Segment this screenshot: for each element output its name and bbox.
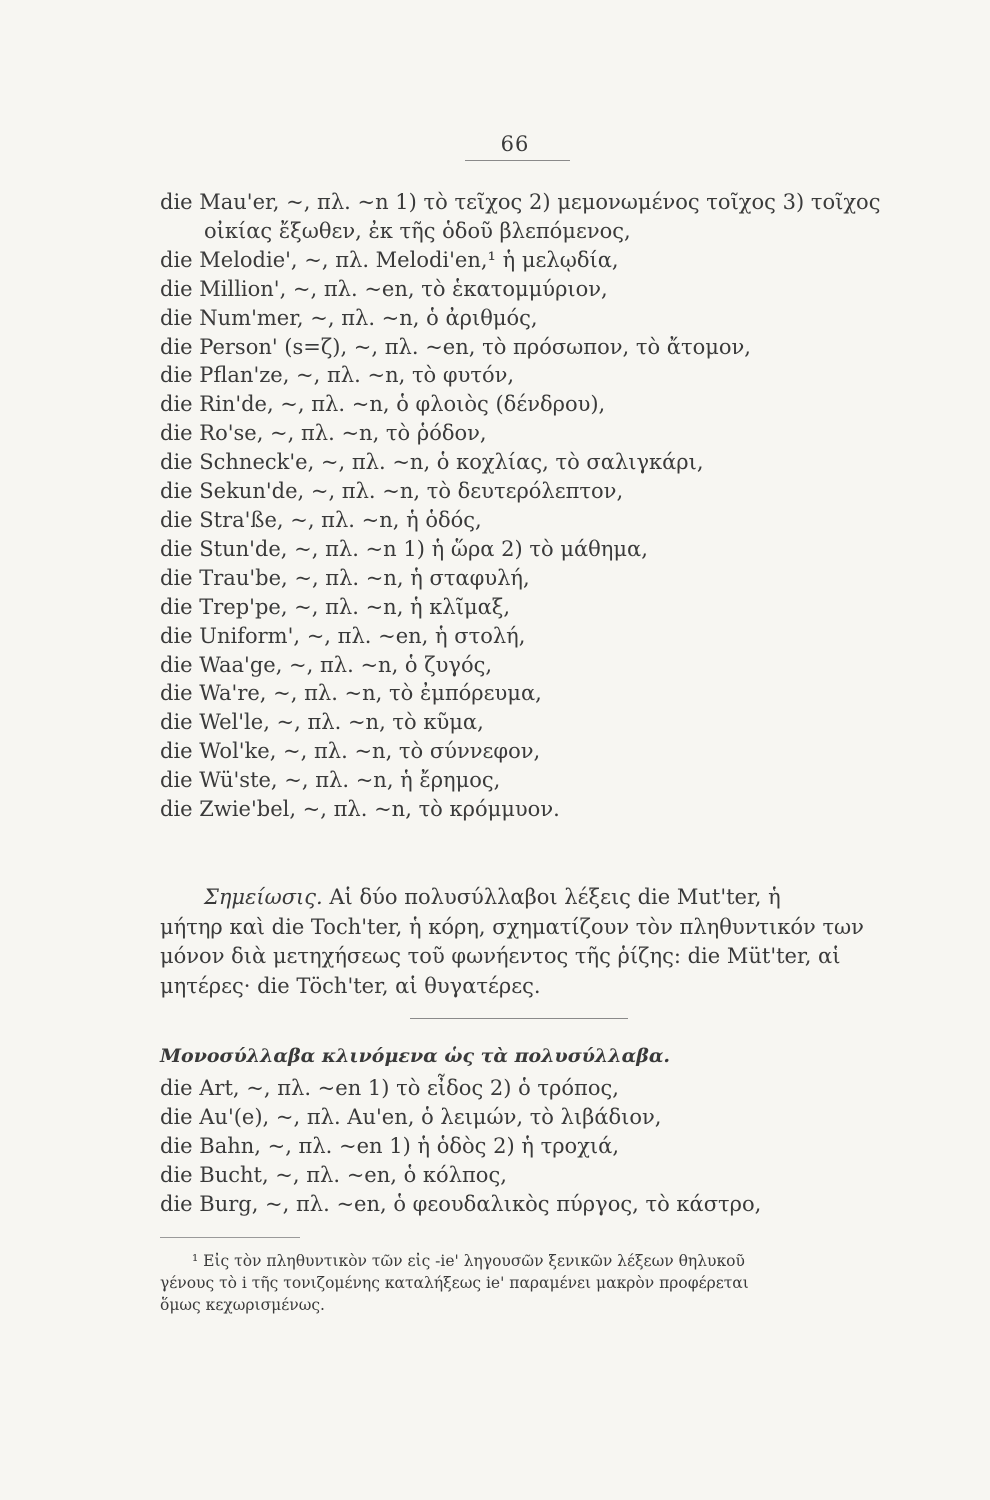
vocab-entry: die Bucht, ~, πλ. ~en, ὁ κόλπος, bbox=[160, 1162, 507, 1187]
vocab-entry: die Burg, ~, πλ. ~en, ὁ φεουδαλικὸς πύργος, τὸ κάστρο, bbox=[160, 1191, 762, 1216]
note-line: μήτηρ καὶ die Toch'ter, ἡ κόρη, σχηματίζουν τὸν πληθυντικόν των bbox=[160, 914, 864, 939]
vocab-entry: die Sekun'de, ~, πλ. ~n, τὸ δευτερόλεπτον, bbox=[160, 479, 624, 504]
vocab-entry: die Mau'er, ~, πλ. ~n 1) τὸ τεῖχος 2) μεμονωμένος τοῖχος 3) τοῖχος bbox=[160, 190, 881, 214]
note-line: μόνον διὰ μετηχήσεως τοῦ φωνήεντος τῆς ῥίζης: die Müt'ter, αἱ bbox=[160, 944, 841, 968]
vocab-entry: die Zwie'bel, ~, πλ. ~n, τὸ κρόμμυον. bbox=[160, 797, 560, 822]
vocab-entry: die Ro'se, ~, πλ. ~n, τὸ ῥόδον, bbox=[160, 421, 487, 446]
vocab-entry: die Stra'ße, ~, πλ. ~n, ἡ ὁδός, bbox=[160, 507, 482, 532]
vocab-entry: die Art, ~, πλ. ~en 1) τὸ εἶδος 2) ὁ τρόπος, bbox=[160, 1076, 619, 1100]
vocab-entry: die Num'mer, ~, πλ. ~n, ὁ ἀριθμός, bbox=[160, 305, 538, 330]
vocabulary-list bbox=[160, 188, 920, 824]
vocab-entry: die Stun'de, ~, πλ. ~n 1) ἡ ὥρα 2) τὸ μάθημα, bbox=[160, 536, 648, 561]
vocab-entry: die Melodie', ~, πλ. Melodi'en,¹ ἡ μελῳδία, bbox=[160, 247, 619, 272]
footnote-line: ὅμως κεχωρισμένως. bbox=[160, 1296, 325, 1314]
vocab-entry: die Au'(e), ~, πλ. Au'en, ὁ λειμών, τὸ λιβάδιον, bbox=[160, 1104, 662, 1129]
vocab-entry: die Person' (s=ζ), ~, πλ. ~en, τὸ πρόσωπον, τὸ ἄτομον, bbox=[160, 334, 751, 359]
footnote-line: γένους τὸ i τῆς τονιζομένης καταλήξεως ie' παραμένει μακρὸν προφέρεται bbox=[160, 1274, 749, 1292]
monosyllabic-list bbox=[160, 1074, 920, 1219]
vocab-entry: die Wü'ste, ~, πλ. ~n, ἡ ἔρημος, bbox=[160, 768, 501, 793]
vocab-entry: die Trep'pe, ~, πλ. ~n, ἡ κλῖμαξ, bbox=[160, 594, 511, 619]
vocab-entry: die Wel'le, ~, πλ. ~n, τὸ κῦμα, bbox=[160, 710, 484, 735]
vocab-entry: die Uniform', ~, πλ. ~en, ἡ στολή, bbox=[160, 623, 526, 648]
vocab-entry: die Waa'ge, ~, πλ. ~n, ὁ ζυγός, bbox=[160, 652, 493, 677]
page-number: 66 bbox=[500, 132, 530, 156]
vocab-entry: die Million', ~, πλ. ~en, τὸ ἑκατομμύριον, bbox=[160, 276, 608, 301]
note-label: Σημείωσις. bbox=[204, 885, 323, 909]
vocab-entry: die Wol'ke, ~, πλ. ~n, τὸ σύννεφον, bbox=[160, 739, 541, 764]
vocab-entry: die Pflan'ze, ~, πλ. ~n, τὸ φυτόν, bbox=[160, 363, 515, 388]
vocab-entry-continuation: οἰκίας ἔξωθεν, ἐκ τῆς ὁδοῦ βλεπόμενος, bbox=[204, 218, 631, 243]
note-paragraph bbox=[160, 883, 920, 1001]
footnote-rule bbox=[160, 1237, 300, 1238]
note-text: Αἱ δύο πολυσύλλαβοι λέξεις die Mut'ter, ἡ bbox=[322, 885, 781, 909]
section-divider bbox=[410, 1018, 628, 1019]
vocab-entry: die Rin'de, ~, πλ. ~n, ὁ φλοιὸς (δένδρου), bbox=[160, 392, 606, 417]
header-rule bbox=[465, 160, 570, 161]
vocab-entry: die Bahn, ~, πλ. ~en 1) ἡ ὁδὸς 2) ἡ τροχιά, bbox=[160, 1133, 620, 1158]
vocab-entry: die Trau'be, ~, πλ. ~n, ἡ σταφυλή, bbox=[160, 565, 530, 590]
note-line: μητέρες· die Töch'ter, αἱ θυγατέρες. bbox=[160, 973, 541, 998]
section-heading: Μονοσύλλαβα κλινόμενα ὡς τὰ πολυσύλλαβα. bbox=[160, 1045, 671, 1067]
vocab-entry: die Schneck'e, ~, πλ. ~n, ὁ κοχλίας, τὸ σαλιγκάρι, bbox=[160, 450, 704, 475]
vocab-entry: die Wa're, ~, πλ. ~n, τὸ ἐμπόρευμα, bbox=[160, 681, 542, 706]
footnote-line: ¹ Εἰς τὸν πληθυντικὸν τῶν εἰς -ie' ληγουσῶν ξενικῶν λέξεων θηλυκοῦ bbox=[192, 1252, 745, 1270]
note-line bbox=[160, 883, 920, 913]
footnote bbox=[160, 1250, 920, 1316]
